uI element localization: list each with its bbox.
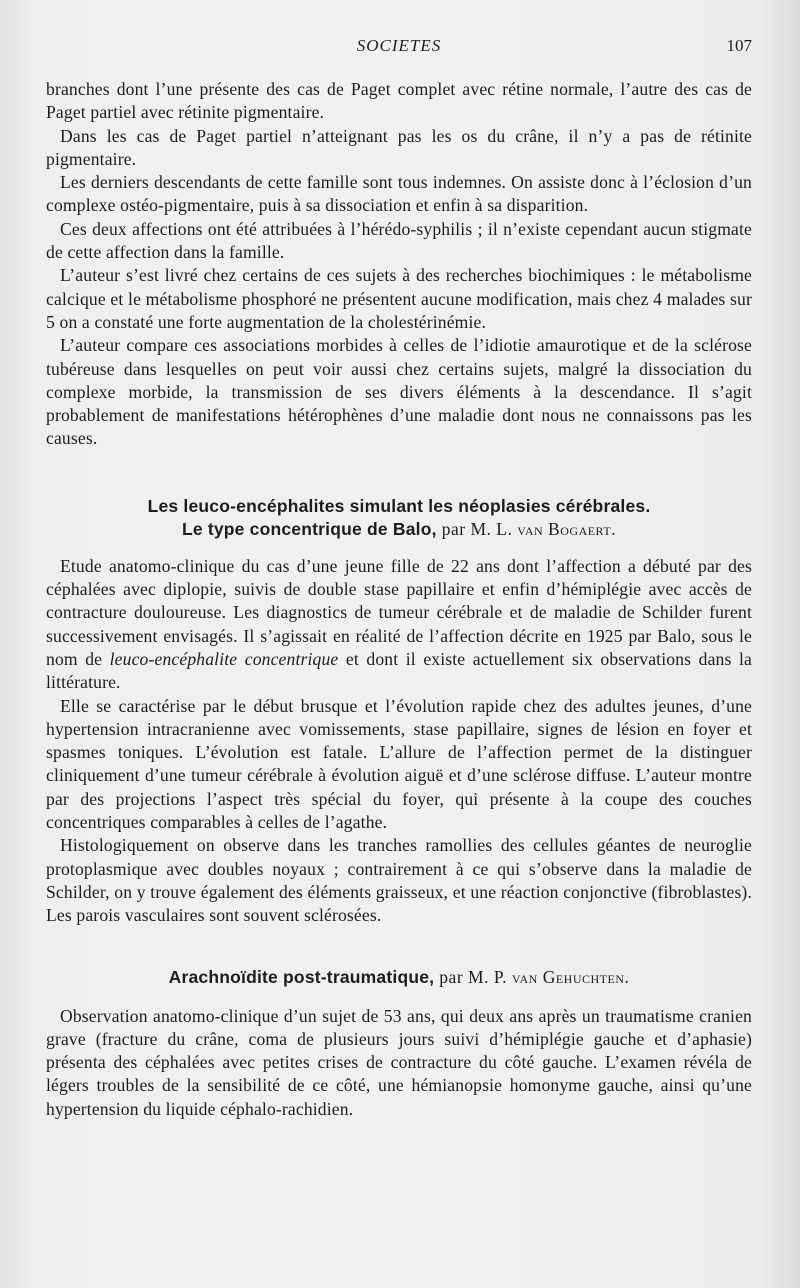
section-title-line: [46, 518, 752, 541]
author-name: van Gehuchten: [511, 966, 625, 987]
paragraph: Les derniers descendants de cette famille sont tous indemnes. On assiste donc à l’éclosion d’un complexe ostéo-pigmentaire, puis à sa dissociation et enfin à sa disparition.: [46, 172, 752, 216]
author-name: van Bogaert: [517, 518, 612, 539]
section-title-line: Les leuco-encéphalites simulant les néoplasies cérébrales.: [147, 495, 651, 516]
byline-prefix: par M. P.: [439, 966, 507, 987]
paragraph: Ces deux affections ont été attribuées à l’hérédo-syphilis ; il n’existe cependant aucun stigmate de cette affection dans la famille.: [46, 218, 752, 263]
paragraph: Dans les cas de Paget partiel n’atteignant pas les os du crâne, il n’y a pas de rétinite pigmentaire.: [46, 125, 752, 169]
text-run: et dont il existe actuellement six observations dans la littérature.: [46, 648, 752, 693]
section-title-text: Le type concentrique de Balo,: [181, 518, 437, 539]
intro-text: [46, 78, 752, 451]
paragraph: branches dont l’une présente des cas de Paget complet avec rétine normale, l’autre des cas de Paget partiel avec rétinite pigmentaire.: [46, 79, 752, 123]
running-head: [46, 36, 752, 56]
section-heading-balo: [46, 495, 752, 541]
byline-suffix: .: [611, 518, 617, 539]
italic-term: leuco-encéphalite concentrique: [109, 648, 339, 669]
page-number: 107: [726, 36, 752, 55]
running-title: SOCIETES: [356, 36, 442, 55]
section-body-arachnoidite: [46, 1005, 752, 1121]
section-body-balo: [46, 555, 752, 928]
byline-suffix: .: [624, 966, 630, 987]
byline: [439, 967, 629, 987]
text-run: Etude anatomo-clinique du cas d’une jeune fille de 22 ans dont l’affection a débuté par des céphalées avec diplopie, suivis de double stase papillaire et enfin d’hémiplégie avec accès de contracture douloureuse. Les diagnostics de tumeur cérébrale et de maladie de Schilder furent successivement envisagés. Il s’agissait en réalité de l’affection décrite en 1925 par Balo, sous le nom de: [46, 555, 752, 669]
paragraph: Elle se caractérise par le début brusque et l’évolution rapide chez des adultes jeunes, d’une hypertension intracranienne avec vomissements, stase papillaire, signes de lésion en foyer et spasmes toniques. L’évolution est fatale. L’allure de l’affection permet de la distinguer cliniquement d’une tumeur cérébrale à évolution aiguë et d’une sclérose diffuse. L’auteur montre par des projections l’aspect très spécial du foyer, qui présente à la coupe des couches concentriques comparables à celles de l’agathe.: [46, 695, 752, 833]
paragraph: Histologiquement on observe dans les tranches ramollies des cellules géantes de neuroglie protoplasmique avec doubles noyaux ; contrairement à ce qui s’observe dans la maladie de Schilder, on y trouve également des éléments graisseux, et une réaction conjonctive (fibroblastes). Les parois vasculaires sont souvent sclérosées.: [46, 835, 752, 926]
section-heading-arachnoidite: [46, 966, 752, 989]
section-title-text: Arachnoïdite post-traumatique,: [168, 966, 435, 987]
paragraph: [46, 555, 752, 695]
byline-prefix: par M. L.: [441, 518, 513, 539]
paragraph: L’auteur s’est livré chez certains de ces sujets à des recherches biochimiques : le métabolisme calcique et le métabolisme phosphoré ne présentent aucune modification, mais chez 4 malades sur 5 on a constaté une forte augmentation de la cholestérinémie.: [46, 265, 752, 332]
byline: [442, 519, 616, 539]
paragraph: L’auteur compare ces associations morbides à celles de l’idiotie amaurotique et de la sclérose tubéreuse dans lesquelles on peut voir aussi chez certains sujets, malgré la dissociation du complexe morbide, la transmission de ses divers éléments à la descendance. Il s’agit probablement de manifestations hétérophènes d’une maladie dont nous ne connaissons pas les causes.: [46, 335, 752, 449]
paragraph: Observation anatomo-clinique d’un sujet de 53 ans, qui deux ans après un traumatisme cranien grave (fracture du crâne, coma de plusieurs jours suivi d’hémiplégie gauche et d’aphasie) présenta des céphalées avec petites crises de contracture du côté gauche. L’examen révéla de légers troubles de la sensibilité de ce côté, une hémianopsie homonyme gauche, ainsi qu’une hypertension du liquide céphalo-rachidien.: [46, 1005, 752, 1119]
